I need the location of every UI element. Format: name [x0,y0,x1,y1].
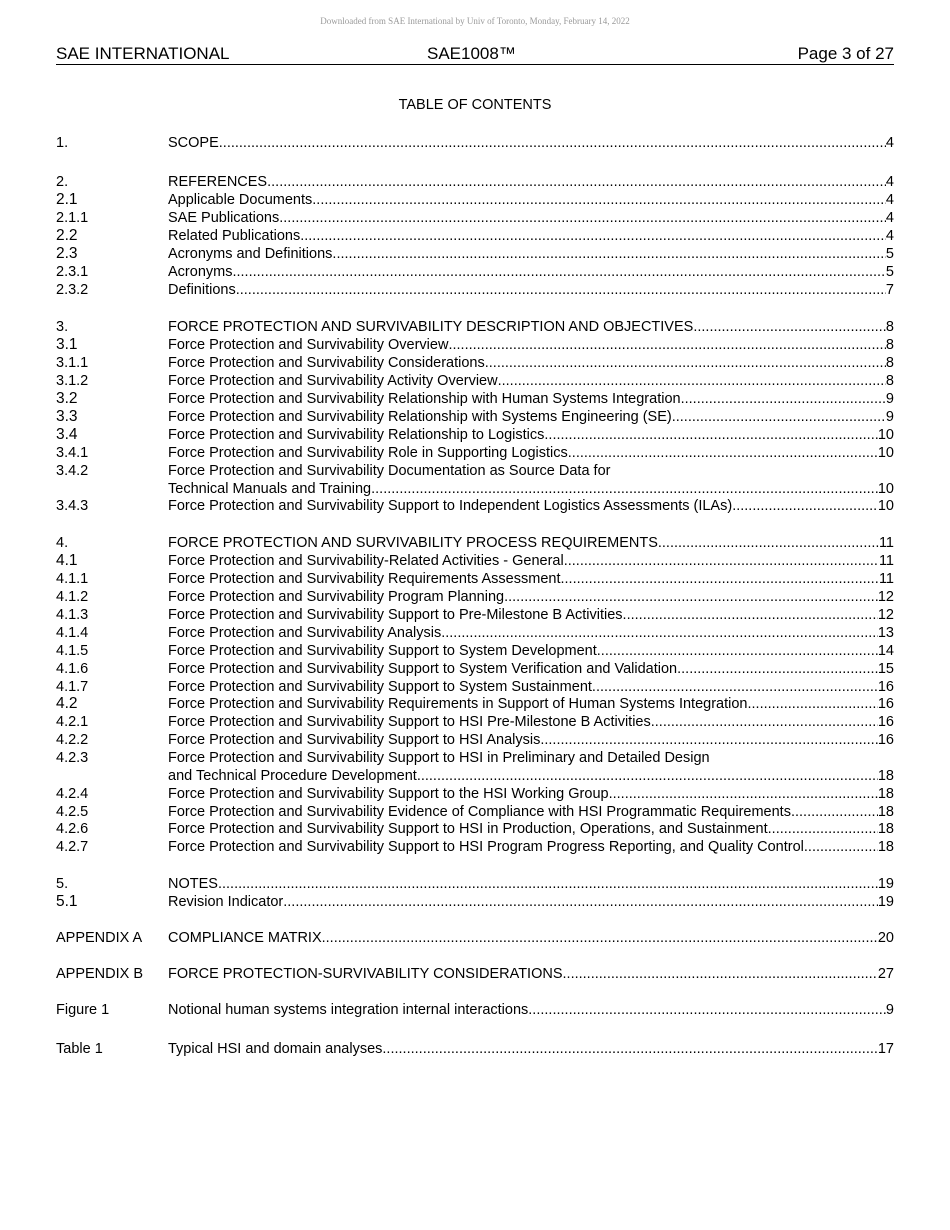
toc-dot-leader [804,838,878,856]
toc-entry-body [168,678,894,696]
toc-entry[interactable] [56,336,894,354]
toc-entry-number: 4.1.1 [56,571,89,587]
toc-entry-number: 4.2.3 [56,750,89,766]
toc-entry-body [168,570,894,588]
toc-entry-body [168,965,894,983]
toc-entry-body [168,263,894,281]
toc-entry-page: 18 [877,768,894,784]
toc-entry-number: 3.1.2 [56,373,89,389]
toc-entry[interactable] [56,209,894,227]
toc-entry[interactable] [56,767,894,785]
toc-entry-page: 4 [885,192,894,208]
toc-dot-leader [219,134,886,152]
toc-dot-leader [658,534,879,552]
toc-entry[interactable] [56,408,894,426]
toc-entry-title: Force Protection and Survivability Overview [168,337,449,353]
toc-dot-leader [623,606,878,624]
toc-entry-body [168,227,894,245]
toc-dot-leader [218,875,878,893]
toc-entry-title: Notional human systems integration internal interactions [168,1002,529,1018]
toc-entry-page: 18 [877,786,894,802]
toc-entry-body [168,281,894,299]
toc-entry-title: SAE Publications [168,210,280,226]
toc-entry[interactable] [56,390,894,408]
toc-entry-number: 4.1.5 [56,643,89,659]
toc-dot-leader [540,731,878,749]
toc-entry[interactable] [56,480,894,498]
toc-entry[interactable] [56,570,894,588]
toc-entry-body [168,820,894,838]
toc-entry-page: 4 [885,135,894,151]
toc-entry-number: APPENDIX B [56,966,144,982]
toc-entry-number: 4.2.1 [56,714,89,730]
toc-entry-title: Acronyms [168,264,233,280]
toc-entry-page: 11 [878,571,894,587]
toc-entry-body [168,408,894,426]
toc-entry[interactable] [56,695,894,713]
toc-entry-body [168,209,894,227]
toc-entry-body [168,660,894,678]
toc-entry-page: 14 [877,643,894,659]
toc-entry-page: 4 [885,210,894,226]
toc-entry-number: 5. [56,876,69,892]
toc-dot-leader [279,209,886,227]
toc-entry-body [168,1040,894,1058]
toc-entry-title: Force Protection and Survivability Relationship with Systems Engineering (SE) [168,409,672,425]
toc-entry-body [168,426,894,444]
toc-entry-number: 3.3 [56,408,78,425]
toc-dot-leader [563,965,878,983]
toc-entry[interactable] [56,606,894,624]
toc-entry[interactable] [56,803,894,821]
toc-entry-title: Force Protection and Survivability Support to HSI in Production, Operations, and Sustainment [168,821,768,837]
toc-entry-page: 9 [885,391,894,407]
toc-entry-title: Force Protection and Survivability Requirements in Support of Human Systems Integration [168,696,748,712]
toc-dot-leader [283,893,878,911]
toc-entry-body [168,749,894,767]
toc-entry[interactable] [56,534,894,552]
toc-entry-title: Force Protection and Survivability Evidence of Compliance with HSI Programmatic Requirements [168,804,791,820]
toc-dot-leader [560,570,878,588]
toc-entry-body [168,929,894,947]
toc-entry-title: Force Protection and Survivability Support to System Sustainment [168,679,592,695]
toc-entry-body [168,695,894,713]
toc-entry-page: 18 [877,839,894,855]
toc-entry-number: 2.2 [56,227,78,244]
toc-entry-body [168,552,894,570]
toc-dot-leader [693,318,886,336]
toc-entry-body [168,245,894,263]
toc-entry-body [168,354,894,372]
toc-entry-title: Force Protection and Survivability Program Planning [168,589,505,605]
toc-entry[interactable] [56,426,894,444]
toc-entry[interactable] [56,965,894,983]
toc-entry[interactable] [56,444,894,462]
toc-entry-title: Force Protection and Survivability Relationship with Human Systems Integration [168,391,681,407]
header-page-number: Page 3 of 27 [797,44,894,63]
toc-entry-body [168,606,894,624]
page-header [56,44,894,65]
toc-dot-leader [485,354,886,372]
toc-entry-title: Force Protection and Survivability Support to Independent Logistics Assessments (ILAs) [168,498,733,514]
toc-entry-title: Force Protection and Survivability Support to the HSI Working Group [168,786,609,802]
toc-entry-page: 8 [885,337,894,353]
toc-dot-leader [236,281,886,299]
toc-entry-number: 4.1.3 [56,607,89,623]
toc-entry-title: Definitions [168,282,236,298]
toc-entry-number: 2.3 [56,245,78,262]
toc-entry-title: COMPLIANCE MATRIX [168,930,322,946]
toc-entry[interactable] [56,838,894,856]
toc-entry-page: 19 [877,876,894,892]
toc-entry-page: 20 [877,930,894,946]
toc-entry-body [168,534,894,552]
toc-dot-leader [544,426,877,444]
header-document-number: SAE1008™ [427,44,516,63]
toc-entry-page: 16 [877,732,894,748]
toc-entry-title: FORCE PROTECTION AND SURVIVABILITY PROCESS REQUIREMENTS [168,535,658,551]
toc-entry[interactable] [56,1040,894,1058]
toc-dot-leader [597,642,878,660]
toc-entry-page: 8 [885,373,894,389]
toc-entry-number: 4.2.2 [56,732,89,748]
toc-entry-page: 13 [877,625,894,641]
toc-entry-number: 4.2.5 [56,804,89,820]
toc-entry-title: Acronyms and Definitions [168,246,333,262]
toc-entry-number: 3.2 [56,390,78,407]
toc-entry-number: Table 1 [56,1041,103,1057]
toc-entry-page: 7 [885,282,894,298]
toc-entry-body [168,173,894,191]
toc-entry-title: Force Protection and Survivability Support to System Verification and Validation [168,661,678,677]
toc-entry[interactable] [56,552,894,570]
toc-dot-leader [232,263,885,281]
header-organization: SAE INTERNATIONAL [56,44,230,63]
toc-entry-number: 3.1.1 [56,355,89,371]
toc-entry-page: 27 [877,966,894,982]
toc-entry-title: Force Protection and Survivability Support to System Development [168,643,597,659]
toc-entry-body [168,134,894,152]
toc-entry-page: 16 [877,696,894,712]
toc-entry-body [168,875,894,893]
toc-entry-body [168,731,894,749]
toc-entry-body [168,497,894,515]
toc-entry-body [168,624,894,642]
toc-entry-number: 4.1.7 [56,679,89,695]
toc-entry-page: 9 [885,409,894,425]
toc-entry[interactable] [56,642,894,660]
toc-entry-title: Force Protection and Survivability Support to HSI Program Progress Reporting, and Quality Control [168,839,804,855]
toc-entry-number: 4.2.6 [56,821,89,837]
toc-dot-leader [568,444,878,462]
toc-entry-title: Force Protection and Survivability Requirements Assessment [168,571,561,587]
toc-entry-number: APPENDIX A [56,930,143,946]
toc-entry-body [168,1001,894,1019]
toc-entry[interactable] [56,497,894,515]
toc-entry-title: Force Protection and Survivability Support to HSI in Preliminary and Detailed Design [168,750,710,766]
toc-entry-page: 8 [885,319,894,335]
toc-entry[interactable] [56,354,894,372]
toc-entry-number: 4.2 [56,695,78,712]
toc-entry-title: Force Protection and Survivability Activity Overview [168,373,498,389]
toc-dot-leader [564,552,879,570]
toc-entry-title: Force Protection and Survivability-Related Activities - General [168,553,564,569]
toc-entry-body [168,785,894,803]
toc-entry-body [168,390,894,408]
toc-entry-page: 16 [877,714,894,730]
toc-entry-number: 2. [56,174,69,190]
toc-entry-body [168,318,894,336]
toc-entry[interactable] [56,281,894,299]
toc-entry[interactable] [56,749,894,767]
toc-entry-page: 19 [877,894,894,910]
toc-entry-title: Force Protection and Survivability Documentation as Source Data for [168,463,611,479]
toc-entry-number: 1. [56,135,69,151]
toc-entry-page: 18 [877,821,894,837]
toc-entry-body [168,444,894,462]
toc-entry-page: 4 [885,228,894,244]
toc-entry-page: 12 [877,589,894,605]
toc-entry-title: Force Protection and Survivability Relationship to Logistics [168,427,545,443]
toc-entry-number: 4.1 [56,552,78,569]
toc-entry-page: 17 [877,1041,894,1057]
toc-entry-body [168,803,894,821]
toc-entry-number: 4.1.4 [56,625,89,641]
toc-entry[interactable] [56,263,894,281]
toc-entry-title: Force Protection and Survivability Role in Supporting Logistics [168,445,568,461]
toc-entry-number: 5.1 [56,893,78,910]
toc-title: TABLE OF CONTENTS [398,97,552,113]
toc-entry-page: 5 [885,264,894,280]
toc-entry[interactable] [56,134,894,152]
toc-entry-page: 10 [877,481,894,497]
toc-entry[interactable] [56,875,894,893]
toc-entry-title: Force Protection and Survivability Support to Pre-Milestone B Activities [168,607,623,623]
toc-entry[interactable] [56,173,894,191]
toc-dot-leader [681,390,886,408]
toc-entry[interactable] [56,731,894,749]
toc-entry-body [168,372,894,390]
toc-dot-leader [732,497,878,515]
toc-entry-number: 4. [56,535,69,551]
toc-entry-number: 2.3.2 [56,282,89,298]
download-watermark: Downloaded from SAE International by Univ of Toronto, Monday, February 14, 2022 [320,16,630,26]
toc-entry-title: Force Protection and Survivability Support to HSI Pre-Milestone B Activities [168,714,651,730]
toc-entry-page: 10 [877,427,894,443]
toc-entry[interactable] [56,713,894,731]
toc-entry-number: 4.1.6 [56,661,89,677]
toc-entry-body [168,838,894,856]
toc-dot-leader [592,678,878,696]
toc-entry-title: REFERENCES [168,174,268,190]
toc-dot-leader [609,785,878,803]
toc-entry-body [168,642,894,660]
toc-entry-title: Technical Manuals and Training [168,481,372,497]
toc-entry-number: 4.2.4 [56,786,89,802]
toc-entry[interactable] [56,624,894,642]
toc-dot-leader [768,820,878,838]
toc-entry-number: 4.1.2 [56,589,89,605]
toc-dot-leader [417,767,878,785]
toc-entry[interactable] [56,929,894,947]
toc-entry[interactable] [56,820,894,838]
toc-entry-title: Revision Indicator [168,894,284,910]
toc-dot-leader [300,227,886,245]
toc-entry[interactable] [56,660,894,678]
toc-entry-number: 2.1 [56,191,78,208]
toc-entry-page: 5 [885,246,894,262]
toc-entry-body [168,462,894,480]
toc-dot-leader [504,588,878,606]
toc-entry-page: 10 [877,445,894,461]
toc-entry-page: 15 [877,661,894,677]
toc-entry-page: 9 [885,1002,894,1018]
toc-entry-body [168,893,894,911]
toc-dot-leader [651,713,878,731]
toc-entry-number: 2.3.1 [56,264,89,280]
toc-entry-title: Force Protection and Survivability Considerations [168,355,485,371]
toc-entry-page: 18 [877,804,894,820]
toc-dot-leader [382,1040,877,1058]
toc-dot-leader [441,624,878,642]
toc-entry-number: 3.4 [56,426,78,443]
toc-entry[interactable] [56,318,894,336]
toc-entry-title: Force Protection and Survivability Analysis [168,625,442,641]
toc-entry-body [168,191,894,209]
toc-entry[interactable] [56,372,894,390]
toc-entry[interactable] [56,893,894,911]
toc-entry[interactable] [56,227,894,245]
toc-dot-leader [498,372,886,390]
toc-entry-body [168,767,894,785]
toc-entry-number: 3. [56,319,69,335]
toc-entry-page: 16 [877,679,894,695]
toc-entry-number: 3.4.3 [56,498,89,514]
toc-entry-body [168,588,894,606]
toc-entry[interactable] [56,588,894,606]
toc-dot-leader [747,695,877,713]
toc-entry-title: NOTES [168,876,218,892]
toc-entry-body [168,336,894,354]
toc-entry-page: 12 [877,607,894,623]
toc-dot-leader [322,929,878,947]
toc-entry-number: 3.4.2 [56,463,89,479]
toc-entry-number: 4.2.7 [56,839,89,855]
toc-entry-page: 11 [878,553,894,569]
toc-dot-leader [672,408,886,426]
toc-entry-body [168,480,894,498]
toc-entry-body [168,713,894,731]
toc-entry-title: Typical HSI and domain analyses [168,1041,383,1057]
toc-entry-title: Related Publications [168,228,301,244]
toc-entry-title: Force Protection and Survivability Support to HSI Analysis [168,732,541,748]
toc-entry-title: Applicable Documents [168,192,313,208]
toc-entry[interactable] [56,1001,894,1019]
toc-entry-page: 10 [877,498,894,514]
toc-entry[interactable] [56,785,894,803]
toc-dot-leader [267,173,886,191]
toc-entry[interactable] [56,678,894,696]
toc-dot-leader [528,1001,886,1019]
toc-dot-leader [332,245,886,263]
toc-dot-leader [791,803,878,821]
toc-entry[interactable] [56,245,894,263]
toc-entry-title: FORCE PROTECTION AND SURVIVABILITY DESCRIPTION AND OBJECTIVES [168,319,694,335]
toc-dot-leader [677,660,878,678]
toc-dot-leader [312,191,886,209]
toc-entry-page: 4 [885,174,894,190]
toc-entry-number: 2.1.1 [56,210,89,226]
toc-entry-title: and Technical Procedure Development [168,768,417,784]
toc-entry-title: FORCE PROTECTION-SURVIVABILITY CONSIDERATIONS [168,966,563,982]
toc-dot-leader [448,336,885,354]
toc-dot-leader [371,480,878,498]
toc-entry-page: 8 [885,355,894,371]
toc-entry-number: 3.4.1 [56,445,89,461]
toc-entry-number: Figure 1 [56,1002,110,1018]
toc-entry-title: SCOPE [168,135,219,151]
toc-entry-number: 3.1 [56,336,78,353]
toc-entry[interactable] [56,191,894,209]
toc-entry[interactable] [56,462,894,480]
toc-entry-page: 11 [878,535,894,551]
